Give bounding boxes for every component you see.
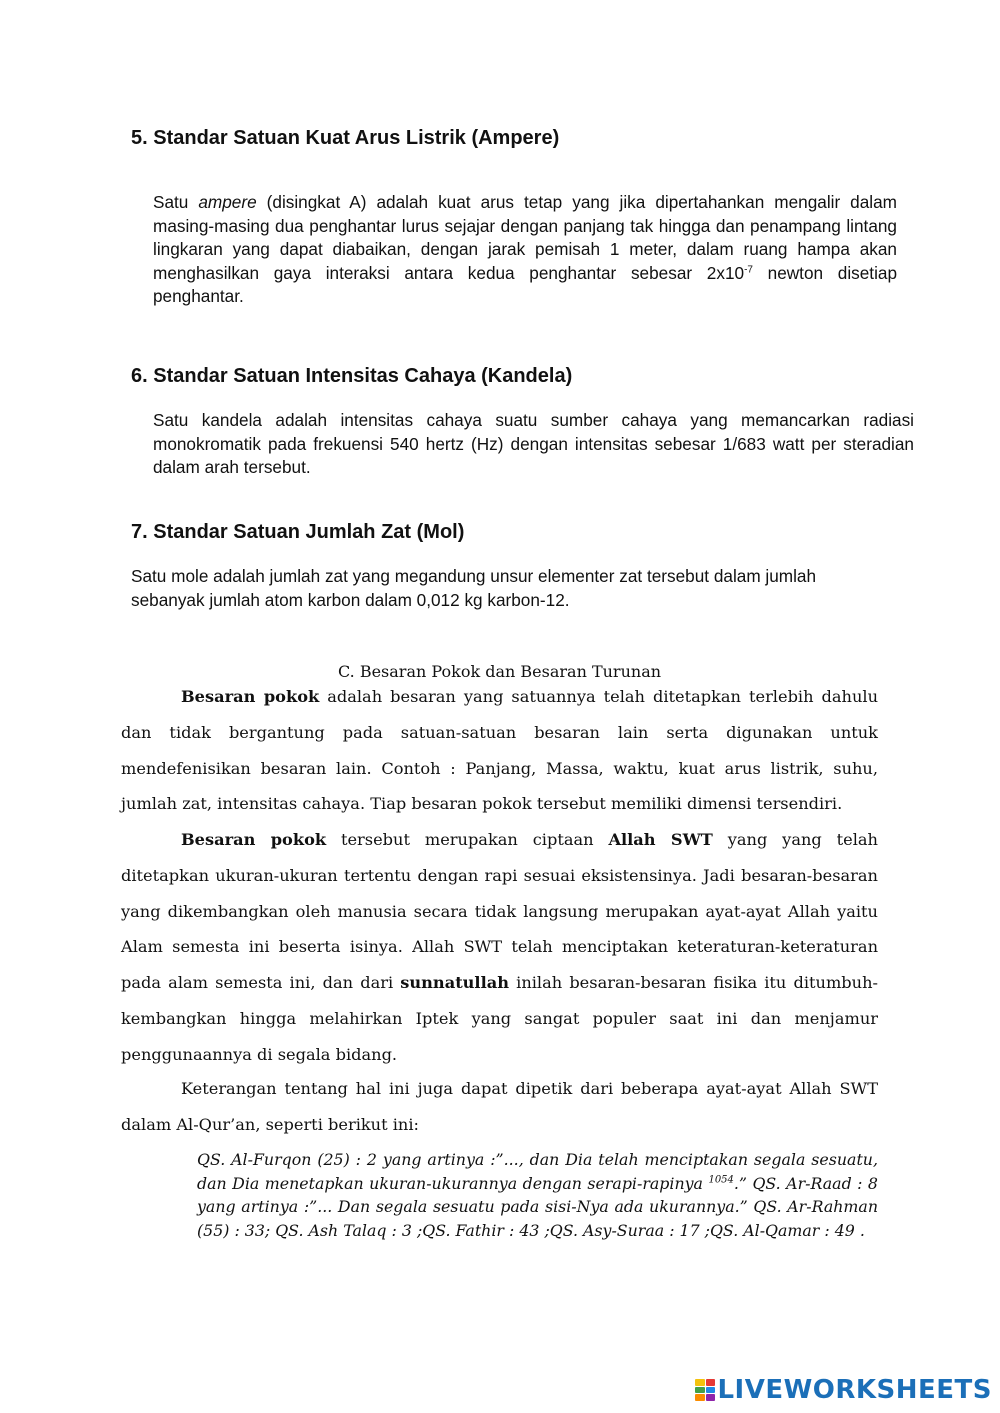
paragraph-besaran-pokok: Besaran pokok adalah besaran yang satuannya telah ditetapkan terlebih dahulu dan tidak bergantung pada satuan-satuan besaran lain serta digunakan untuk mendefenisikan besaran lain. Contoh : Panjang, Massa, waktu, kuat arus listrik, suhu, jumlah zat, intensitas cahaya. Tiap besaran pokok tersebut memiliki dimensi tersendiri.	[121, 687, 878, 814]
paragraph-keterangan: Keterangan tentang hal ini juga dapat dipetik dari beberapa ayat-ayat Allah SWT dalam Al-Qur’an, seperti berikut ini:	[121, 1079, 878, 1134]
footnote-number: 1054	[708, 1174, 734, 1186]
section-5-heading: 5. Standar Satuan Kuat Arus Listrik (Ampere)	[131, 127, 560, 149]
paragraph-ciptaan-allah: Besaran pokok tersebut merupakan ciptaan Allah SWT yang yang telah ditetapkan ukuran-ukuran tertentu dengan rapi sesuai eksistensinya. Jadi besaran-besaran yang dikembangkan oleh manusia secara tidak langsung merupakan ayat-ayat Allah yaitu Alam semesta ini beserta isinya. Allah SWT telah menciptakan keteraturan-keteraturan pada alam semesta ini, dan dari sunnatullah inilah besaran-besaran fisika itu ditumbuh-kembangkan hingga melahirkan Iptek yang sangat populer saat ini dan menjamur penggunaannya di segala bidang.	[121, 830, 878, 1064]
section-5-text: Satu ampere (disingkat A) adalah kuat arus tetap yang jika dipertahankan mengalir dalam masing-masing dua penghantar lurus sejajar dengan panjang tak hingga dan penampang lintang lingkaran yang dapat diabaikan, dengan jarak pemisah 1 meter, dalam ruang hampa akan menghasilkan gaya interaksi antara kedua penghantar sebesar $2x10^{-7}$ newton disetiap penghantar.	[153, 192, 897, 306]
liveworksheets-logo-icon	[695, 1379, 715, 1401]
section-6-heading: 6. Standar Satuan Intensitas Cahaya (Kandela)	[131, 365, 573, 387]
section-7-text: Satu mole adalah jumlah zat yang megandung unsur elementer zat tersebut dalam jumlah sebanyak jumlah atom karbon dalam 0,012 kg karbon-12.	[131, 566, 817, 610]
logo-tile	[695, 1394, 705, 1401]
term-besaran-pokok-2: Besaran pokok	[181, 830, 327, 849]
logo-tile	[695, 1387, 705, 1394]
section-7-heading: 7. Standar Satuan Jumlah Zat (Mol)	[131, 521, 465, 543]
term-allah-swt: Allah SWT	[608, 830, 713, 849]
logo-tile	[706, 1379, 716, 1386]
section-6-text: Satu kandela adalah intensitas cahaya suatu sumber cahaya yang memancarkan radiasi monokromatik pada frekuensi 540 hertz (Hz) dengan intensitas sebesar 1/683 watt per steradian dalam arah tersebut.	[153, 410, 914, 477]
ampere-term: ampere	[198, 192, 257, 212]
exponent: -7	[744, 263, 753, 275]
liveworksheets-logo[interactable]	[695, 1375, 992, 1405]
term-sunnatullah: sunnatullah	[400, 973, 509, 993]
logo-tile	[695, 1379, 705, 1386]
section-c-title: C. Besaran Pokok dan Besaran Turunan	[337, 662, 662, 681]
logo-tile	[706, 1394, 716, 1401]
term-besaran-pokok: Besaran pokok	[181, 687, 320, 706]
logo-tile	[706, 1387, 716, 1394]
liveworksheets-logo-text: LIVEWORKSHEETS	[717, 1375, 992, 1405]
quran-quote: QS. Al-Furqon (25) : 2 yang artinya :”..., dan Dia telah menciptakan segala sesuatu, dan Dia menetapkan ukuran-ukurannya dengan serapi-rapinya $^{1054}$.” QS. Ar-Raad : 8 yang artinya :”... Dan segala sesuatu pada sisi-Nya ada ukurannya.” QS. Ar-Rahman (55) : 33; QS. Ash Talaq : 3 ;QS. Fathir : 43 ;QS. Asy-Suraa : 17 ;QS. Al-Qamar : 49 .	[197, 1150, 878, 1240]
